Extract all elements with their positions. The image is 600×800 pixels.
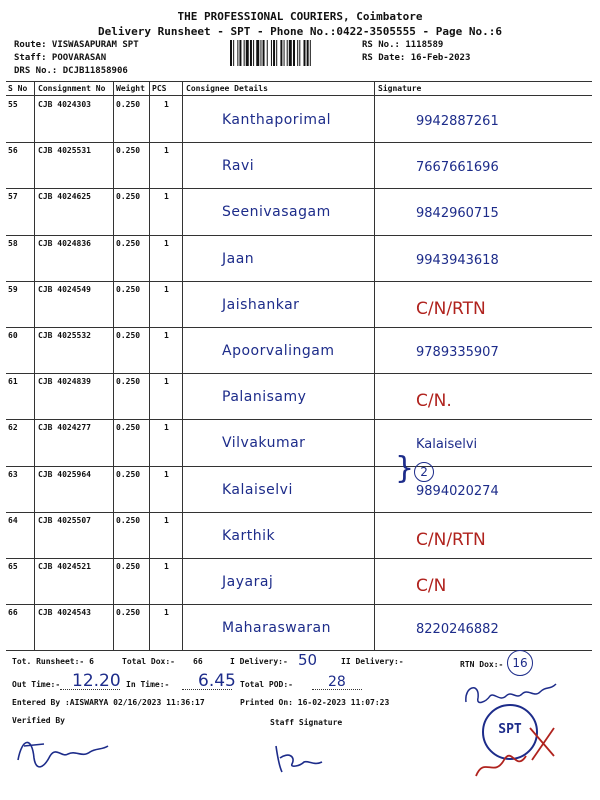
barcode-bar: [271, 40, 272, 66]
row-sno: 66: [8, 608, 18, 618]
col-pcs: PCS: [152, 84, 167, 93]
staff: Staff: POOVARASAN: [14, 53, 107, 63]
ii-delivery-label: II Delivery:-: [341, 657, 404, 666]
in-time-line: [182, 688, 232, 690]
barcode-bar: [273, 40, 275, 66]
barcode-bar: [284, 40, 285, 66]
out-time-label: Out Time:-: [12, 680, 61, 689]
barcode-bar: [267, 40, 268, 66]
row-pcs: 1: [164, 238, 169, 248]
i-delivery-value: 50: [298, 651, 318, 669]
barcode-bar: [233, 40, 234, 66]
total-dox-label: Total Dox:-: [122, 657, 175, 666]
i-delivery-label: I Delivery:-: [230, 657, 288, 666]
row-pcs: 1: [164, 284, 169, 294]
table-row: [6, 604, 592, 650]
row-sno: 61: [8, 377, 18, 387]
row-consignee-name: Palanisamy: [222, 389, 307, 406]
table-row: [6, 327, 592, 373]
row-signature: 9942887261: [416, 114, 499, 129]
row-signature: 9789335907: [416, 345, 499, 360]
row-pcs: 1: [164, 608, 169, 618]
verified-by: Verified By: [12, 716, 65, 725]
barcode-bar: [276, 40, 277, 66]
route: Route: VISWASAPURAM SPT: [14, 40, 139, 50]
table-row: [6, 558, 592, 604]
row-consignment-no: CJB 4025531: [38, 146, 91, 156]
runsheet-table: [6, 81, 592, 651]
barcode-bar: [287, 40, 288, 66]
row-consignment-no: CJB 4024839: [38, 377, 91, 387]
bracket-note: } 2: [395, 451, 434, 486]
barcode-bar: [230, 40, 232, 66]
row-pcs: 1: [164, 146, 169, 156]
barcode-bar: [256, 40, 259, 66]
barcode-bar: [244, 40, 245, 66]
row-pcs: 1: [164, 331, 169, 340]
row-signature: 7667661696: [416, 160, 499, 176]
barcode-bar: [307, 40, 309, 66]
table-row: [6, 235, 592, 281]
row-sno: 55: [8, 100, 18, 109]
barcode-bar: [280, 40, 282, 66]
printed-on: Printed On: 16-02-2023 11:07:23: [240, 698, 390, 707]
row-consignment-no: CJB 4024277: [38, 423, 91, 433]
row-consignment-no: CJB 4024549: [38, 284, 91, 294]
barcode-bar: [289, 40, 292, 66]
row-weight: 0.250: [116, 100, 141, 109]
table-row: [6, 188, 592, 234]
row-sno: 64: [8, 515, 18, 525]
barcode-bar: [239, 40, 241, 66]
barcode-bar: [310, 40, 311, 66]
row-consignment-no: CJB 4025532: [38, 331, 91, 340]
col-consignment: Consignment No: [38, 84, 106, 93]
row-pcs: 1: [164, 562, 169, 571]
total-dox-value: 66: [193, 657, 203, 666]
row-consignment-no: CJB 4024521: [38, 562, 91, 571]
rtn-dox-label: RTN Dox:-: [460, 660, 504, 669]
row-signature: 8220246882: [416, 622, 499, 638]
row-signature: C/N/RTN: [416, 529, 486, 550]
row-consignment-no: CJB 4025507: [38, 515, 91, 525]
row-pcs: 1: [164, 423, 169, 433]
row-weight: 0.250: [116, 377, 141, 387]
table-row: [6, 373, 592, 419]
barcode: [230, 40, 356, 66]
row-signature: 9842960715: [416, 206, 499, 222]
total-pod-line: [312, 688, 362, 690]
rtn-dox-value: 16: [507, 650, 533, 676]
drs-number: DRS No.: DCJB11858906: [14, 66, 128, 76]
row-consignee-name: Seenivasagam: [222, 204, 331, 221]
tot-runsheet: Tot. Runsheet:- 6: [12, 657, 94, 666]
barcode-bar: [237, 40, 238, 66]
verifier-signature: [10, 728, 120, 778]
total-pod-label: Total POD:-: [240, 680, 293, 689]
row-pcs: 1: [164, 469, 169, 479]
row-weight: 0.250: [116, 146, 141, 156]
barcode-bar: [293, 40, 295, 66]
row-consignee-name: Kalaiselvi: [222, 481, 293, 498]
barcode-bar: [304, 40, 306, 66]
table-row: [6, 142, 592, 188]
table-row: [6, 466, 592, 512]
row-weight: 0.250: [116, 515, 141, 525]
spt-stamp: SPT: [482, 704, 538, 760]
row-consignee-name: Jayaraj: [222, 574, 274, 590]
rs-number: RS No.: 1118589: [362, 40, 444, 50]
row-signature: C/N/RTN: [416, 298, 486, 319]
barcode-bar: [260, 40, 261, 66]
row-weight: 0.250: [116, 608, 141, 618]
row-consignee-name: Apoorvalingam: [222, 343, 335, 359]
total-pod-value: 28: [328, 674, 346, 690]
barcode-bar: [246, 40, 249, 66]
barcode-bar: [297, 40, 298, 66]
entered-by: Entered By :AISWARYA 02/16/2023 11:36:17: [12, 698, 205, 707]
rs-date: RS Date: 16-Feb-2023: [362, 53, 471, 63]
barcode-bar: [263, 40, 265, 66]
row-weight: 0.250: [116, 192, 141, 202]
row-consignment-no: CJB 4024625: [38, 192, 91, 202]
out-time-value: 12.20: [72, 671, 121, 691]
row-sno: 60: [8, 331, 18, 340]
row-signature: Kalaiselvi: [416, 437, 478, 453]
red-scribble: [470, 716, 560, 786]
row-consignee-name: Maharaswaran: [222, 620, 331, 637]
row-consignment-no: CJB 4024303: [38, 100, 91, 109]
row-signature: 9894020274: [416, 483, 499, 499]
row-weight: 0.250: [116, 331, 141, 340]
row-pcs: 1: [164, 515, 169, 525]
row-sno: 62: [8, 423, 18, 433]
row-consignee-name: Karthik: [222, 527, 276, 544]
row-sno: 56: [8, 146, 18, 156]
staff-signature-label: Staff Signature: [270, 718, 343, 727]
barcode-bar: [299, 40, 300, 66]
row-consignee-name: Ravi: [222, 158, 255, 175]
table-row: [6, 512, 592, 558]
barcode-bar: [253, 40, 254, 66]
row-consignment-no: CJB 4024543: [38, 608, 91, 618]
col-consignee: Consignee Details: [186, 84, 268, 93]
row-consignee-name: Jaishankar: [222, 296, 300, 313]
out-time-line: [60, 688, 120, 690]
staff-signature: [270, 738, 330, 778]
row-weight: 0.250: [116, 284, 141, 294]
col-signature: Signature: [378, 84, 422, 93]
runsheet-title: Delivery Runsheet - SPT - Phone No.:0422-3505555 - Page No.:6: [98, 25, 502, 38]
row-signature: C/N.: [416, 391, 452, 412]
row-weight: 0.250: [116, 238, 141, 248]
table-row: [6, 96, 592, 142]
col-weight: Weight: [116, 84, 145, 93]
row-pcs: 1: [164, 100, 169, 109]
row-weight: 0.250: [116, 469, 141, 479]
col-sno: S No: [8, 84, 28, 93]
row-sno: 63: [8, 469, 18, 479]
row-pcs: 1: [164, 192, 169, 202]
row-consignee-name: Kanthaporimal: [222, 112, 332, 128]
company-title: THE PROFESSIONAL COURIERS, Coimbatore: [177, 10, 423, 23]
row-weight: 0.250: [116, 423, 141, 433]
row-sno: 59: [8, 284, 18, 294]
table-row: [6, 419, 592, 465]
barcode-bar: [250, 40, 252, 66]
row-consignee-name: Vilvakumar: [222, 435, 306, 452]
row-signature: C/N: [416, 576, 447, 596]
row-consignment-no: CJB 4024836: [38, 238, 91, 248]
row-sno: 65: [8, 562, 18, 571]
row-sno: 58: [8, 238, 18, 248]
row-consignment-no: CJB 4025964: [38, 469, 91, 479]
row-signature: 9943943618: [416, 252, 499, 268]
row-sno: 57: [8, 192, 18, 202]
in-time-value: 6.45: [198, 671, 236, 691]
row-weight: 0.250: [116, 562, 141, 571]
row-consignee-name: Jaan: [222, 250, 255, 267]
table-row: [6, 281, 592, 327]
in-time-label: In Time:-: [126, 680, 170, 689]
row-pcs: 1: [164, 377, 169, 387]
